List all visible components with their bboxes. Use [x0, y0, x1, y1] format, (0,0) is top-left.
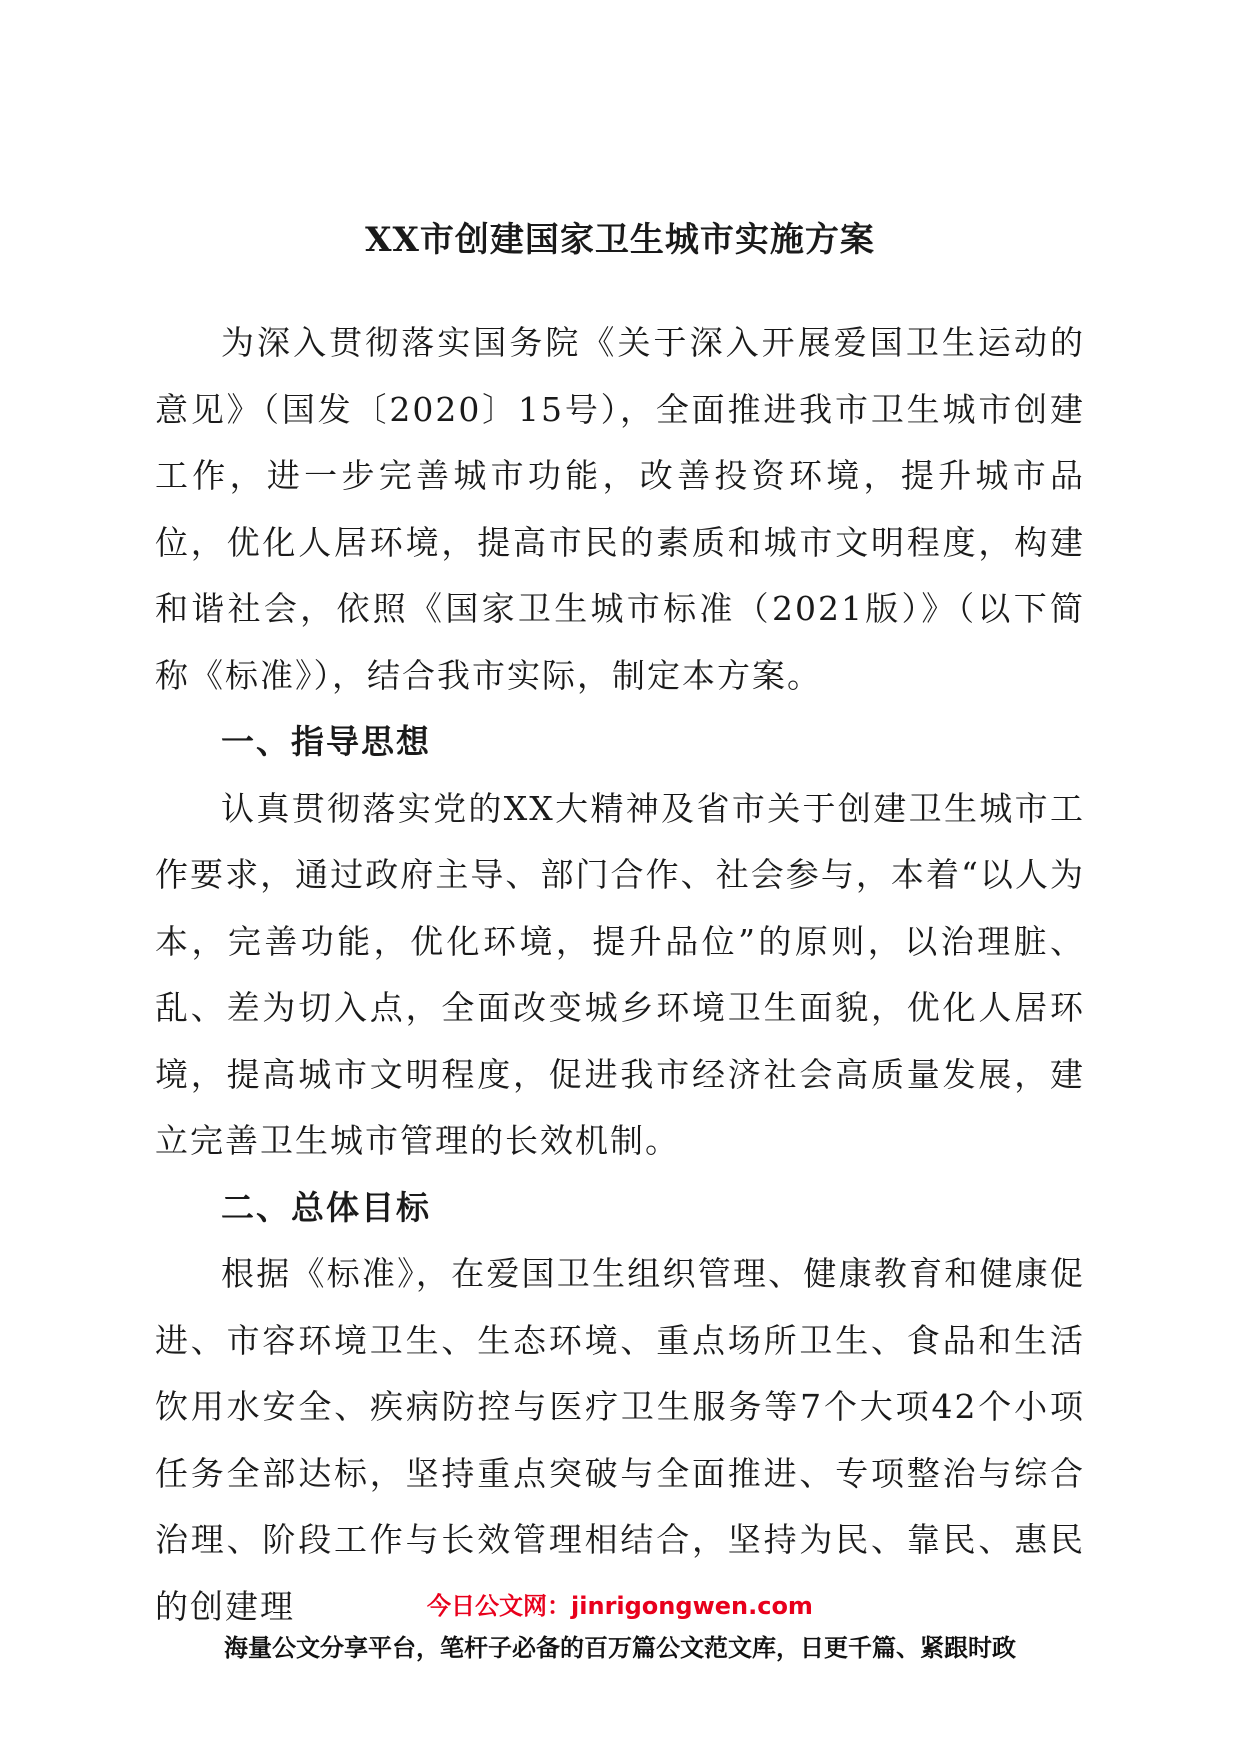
footer-site-link[interactable]: 今日公文网：jinrigongwen.com — [427, 1592, 813, 1620]
section-heading-guiding-ideology: 一、指导思想 — [221, 722, 431, 761]
intro-paragraph: 为深入贯彻落实国务院《关于深入开展爱国卫生运动的意见》（国发〔2020〕15号），全面推进我市卫生城市创建工作，进一步完善城市功能，改善投资环境，提升城市品位，优化人居环境，提高市民的素质和城市文明程度，构建和谐社会，依照《国家卫生城市标准（2021版）》（以下简称《标准》），结合我市实际，制定本方案。 — [155, 323, 1085, 695]
overall-goals-paragraph: 根据《标准》，在爱国卫生组织管理、健康教育和健康促进、市容环境卫生、生态环境、重点场所卫生、食品和生活饮用水安全、疾病防控与医疗卫生服务等7个大项42个小项任务全部达标，坚持重点突破与全面推进、专项整治与综合治理、阶段工作与长效管理相结合，坚持为民、靠民、惠民的创建理 — [155, 1254, 1085, 1626]
document-body — [155, 310, 1085, 1640]
guiding-ideology-paragraph: 认真贯彻落实党的XX大精神及省市关于创建卫生城市工作要求，通过政府主导、部门合作、社会参与，本着“以人为本，完善功能，优化环境，提升品位”的原则，以治理脏、乱、差为切入点，全面改变城乡环境卫生面貌，优化人居环境，提高城市文明程度，促进我市经济社会高质量发展，建立完善卫生城市管理的长效机制。 — [155, 788, 1085, 1160]
section-heading-overall-goals: 二、总体目标 — [221, 1187, 431, 1227]
footer-slogan: 海量公文分享平台，笔杆子必备的百万篇公文范文库，日更千篇、紧跟时政 — [224, 1634, 1016, 1662]
document-title: XX市创建国家卫生城市实施方案 — [365, 220, 875, 260]
